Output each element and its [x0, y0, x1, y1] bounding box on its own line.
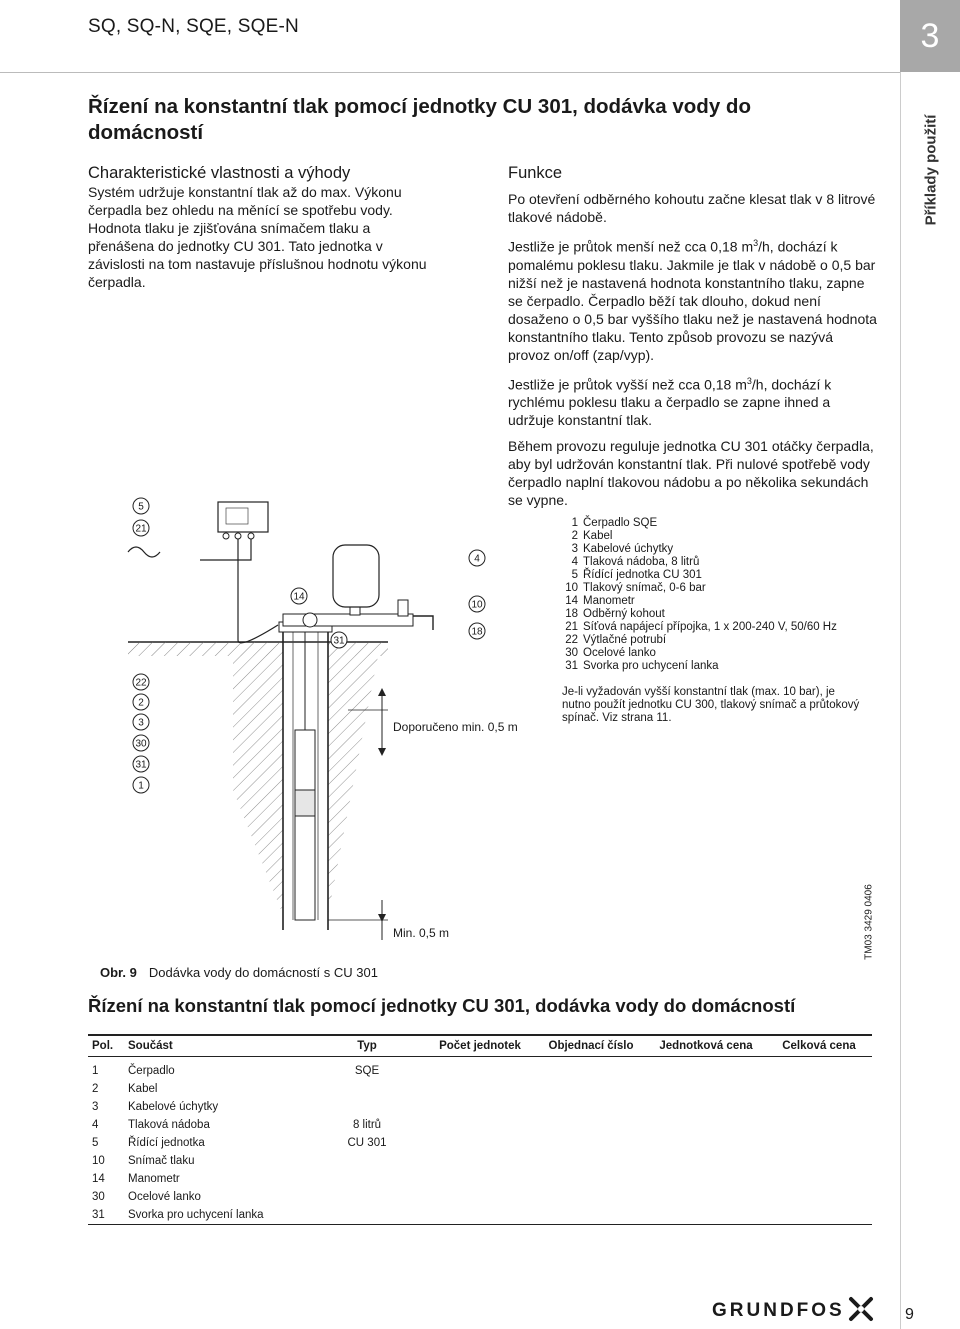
svg-text:30: 30 [135, 738, 147, 750]
pipework [283, 545, 433, 630]
features-paragraph-2: Hodnota tlaku je zjišťována snímačem tlaku a přenášena do jednotky CU 301. Tato jednotka v závislosti na tom nastavuje příslušnou hodnotu výkonu čerpadla. [88, 220, 427, 290]
grundfos-logo-icon [848, 1296, 874, 1322]
svg-text:10: 10 [471, 599, 483, 611]
svg-text:5: 5 [138, 501, 144, 513]
features-section [88, 163, 428, 291]
function-p2-start: Jestliže je průtok menší než cca 0,18 m [508, 238, 754, 255]
callout-left-7 [133, 756, 149, 772]
function-paragraph-1: Po otevření odběrného kohoutu začne klesat tlak v 8 litrové tlakové nádobě. [508, 191, 876, 225]
callout-left-2 [133, 520, 149, 536]
table-row: 14 Manometr [92, 1172, 180, 1185]
ground [128, 642, 388, 915]
features-heading: Charakteristické vlastnosti a výhody [88, 164, 351, 182]
bottom-depth-label: Min. 0,5 m [393, 926, 450, 940]
svg-text:31: 31 [333, 635, 345, 647]
legend-item: 22 Výtlačné potrubí [565, 634, 667, 646]
legend-item: 21 Síťová napájecí přípojka, 1 x 200-240 V, 50/60 Hz [565, 621, 837, 633]
function-p3-start: Jestliže je průtok vyšší než cca 0,18 m [508, 376, 747, 393]
function-section [508, 163, 878, 517]
figure-caption [100, 965, 378, 980]
legend-item: 14 Manometr [565, 595, 635, 607]
features-paragraph-1: Systém udržuje konstantní tlak až do max. Výkonu čerpadla bez ohledu na měnící se spotřebu vody. [88, 184, 402, 218]
grundfos-logo: GRUNDFOS [712, 1300, 845, 1321]
figure-code [862, 882, 876, 962]
callout-left-4 [133, 694, 149, 710]
callout-left-6 [133, 735, 149, 751]
callout-31 [331, 632, 347, 648]
column-header: Celková cena [766, 1035, 872, 1057]
svg-text:14: 14 [293, 591, 305, 603]
legend-item: 4 Tlaková nádoba, 8 litrů [571, 556, 700, 568]
svg-text:4: 4 [474, 553, 480, 565]
callout-left-5 [133, 714, 149, 730]
legend-item: 10 Tlakový snímač, 0-6 bar [565, 582, 706, 594]
table-row: 10 Snímač tlaku [92, 1154, 195, 1167]
function-paragraph-2 [508, 234, 878, 364]
function-paragraph-4: Během provozu reguluje jednotka CU 301 otáčky čerpadla, aby byl udržován konstantní tlak. Při nulové spotřebě vody čerpadlo naplní tlakovou nádobu a po několika sekundách se vypne. [508, 438, 874, 509]
page-number: 9 [905, 1306, 914, 1323]
table-row: 31 Svorka pro uchycení lanka [88, 1206, 872, 1225]
function-p3-superscript: 3 [746, 375, 752, 386]
svg-text:21: 21 [135, 523, 147, 535]
pump [295, 632, 315, 920]
callout-right-3 [469, 623, 485, 639]
column-header: Součást [124, 1035, 310, 1057]
svg-text:2: 2 [138, 697, 144, 709]
table-row: 1 Čerpadlo SQE [92, 1064, 380, 1077]
svg-text:22: 22 [135, 677, 147, 689]
figure-code-text: TM03 3429 0406 [863, 884, 875, 960]
side-divider [900, 72, 901, 1329]
side-section-label-text: Příklady použití [922, 114, 940, 226]
legend-item: 2 Kabel [571, 530, 613, 542]
table-row: 5 Řídící jednotka CU 301 [92, 1136, 387, 1149]
function-heading: Funkce [508, 164, 563, 182]
table-heading: Řízení na konstantní tlak pomocí jednotky CU 301, dodávka vody do domácností [88, 995, 796, 1016]
function-p2-superscript: 3 [753, 238, 759, 248]
column-header: Počet jednotek [424, 1035, 536, 1057]
table-row: 2 Kabel [92, 1082, 158, 1095]
table-row: 4 Tlaková nádoba 8 litrů [92, 1118, 382, 1131]
table-header-row [88, 1035, 872, 1057]
header-divider [0, 72, 900, 73]
callout-left-1 [133, 498, 149, 514]
legend-item: 30 Ocelové lanko [565, 647, 656, 659]
column-header: Objednací číslo [536, 1035, 646, 1057]
legend-item: 18 Odběrný kohout [565, 608, 665, 620]
table-row: 30 Ocelové lanko [92, 1190, 201, 1203]
legend-item: 31 Svorka pro uchycení lanka [565, 660, 719, 672]
main-heading: Řízení na konstantní tlak pomocí jednotky CU 301, dodávka vody do domácností [88, 95, 751, 144]
legend-item: 3 Kabelové úchytky [571, 543, 674, 555]
callout-14 [291, 588, 307, 604]
callout-left-8 [133, 777, 149, 793]
column-header: Pol. [88, 1035, 124, 1057]
installation-diagram [88, 490, 548, 950]
table-row: 3 Kabelové úchytky [92, 1100, 219, 1113]
svg-text:3: 3 [138, 717, 144, 729]
parts-table [88, 1034, 872, 1225]
svg-text:31: 31 [135, 759, 147, 771]
svg-text:1: 1 [138, 780, 144, 792]
legend-note: Je-li vyžadován vyšší konstantní tlak (max. 10 bar), je nutno použít jednotku CU 300, tlakový snímač a průtokový spínač. Viz strana 11. [562, 686, 860, 724]
column-header: Jednotková cena [646, 1035, 766, 1057]
function-p3-end: /h, dochází k rychlému poklesu tlaku a čerpadlo se zapne ihned a udržuje konstantní tlak. [508, 376, 832, 429]
side-section-label [917, 100, 945, 240]
function-paragraph-3 [508, 372, 878, 430]
legend-item: 1 Čerpadlo SQE [571, 517, 658, 529]
function-p2-end: /h, dochází k pomalému poklesu tlaku. Jakmile je tlak v nádobě o 0,5 bar nižší než je nastavená hodnota konstantního tlaku, zapne se čerpadlo. Čerpadlo běží tak dlouho, dokud není dosaženo o 0,5 bar vyššího tlaku než je nastavená hodnota konstantního tlaku. Tento způsob provozu se nazývá provoz on/off (zap/vyp). [508, 238, 877, 363]
depth-label: Doporučeno min. 0,5 m [393, 720, 518, 734]
callout-right-1 [469, 550, 485, 566]
chapter-tab: 3 [900, 0, 960, 72]
column-header: Typ [310, 1035, 424, 1057]
figure-caption-label: Obr. 9 [100, 965, 137, 980]
callout-right-2 [469, 596, 485, 612]
control-box [128, 502, 278, 643]
callout-left-3 [133, 674, 149, 690]
svg-text:18: 18 [471, 626, 483, 638]
diagram-legend [562, 517, 882, 673]
header-title: SQ, SQ-N, SQE, SQE-N [88, 16, 299, 37]
figure-caption-text: Dodávka vody do domácností s CU 301 [148, 965, 378, 980]
legend-item: 5 Řídící jednotka CU 301 [571, 569, 702, 581]
